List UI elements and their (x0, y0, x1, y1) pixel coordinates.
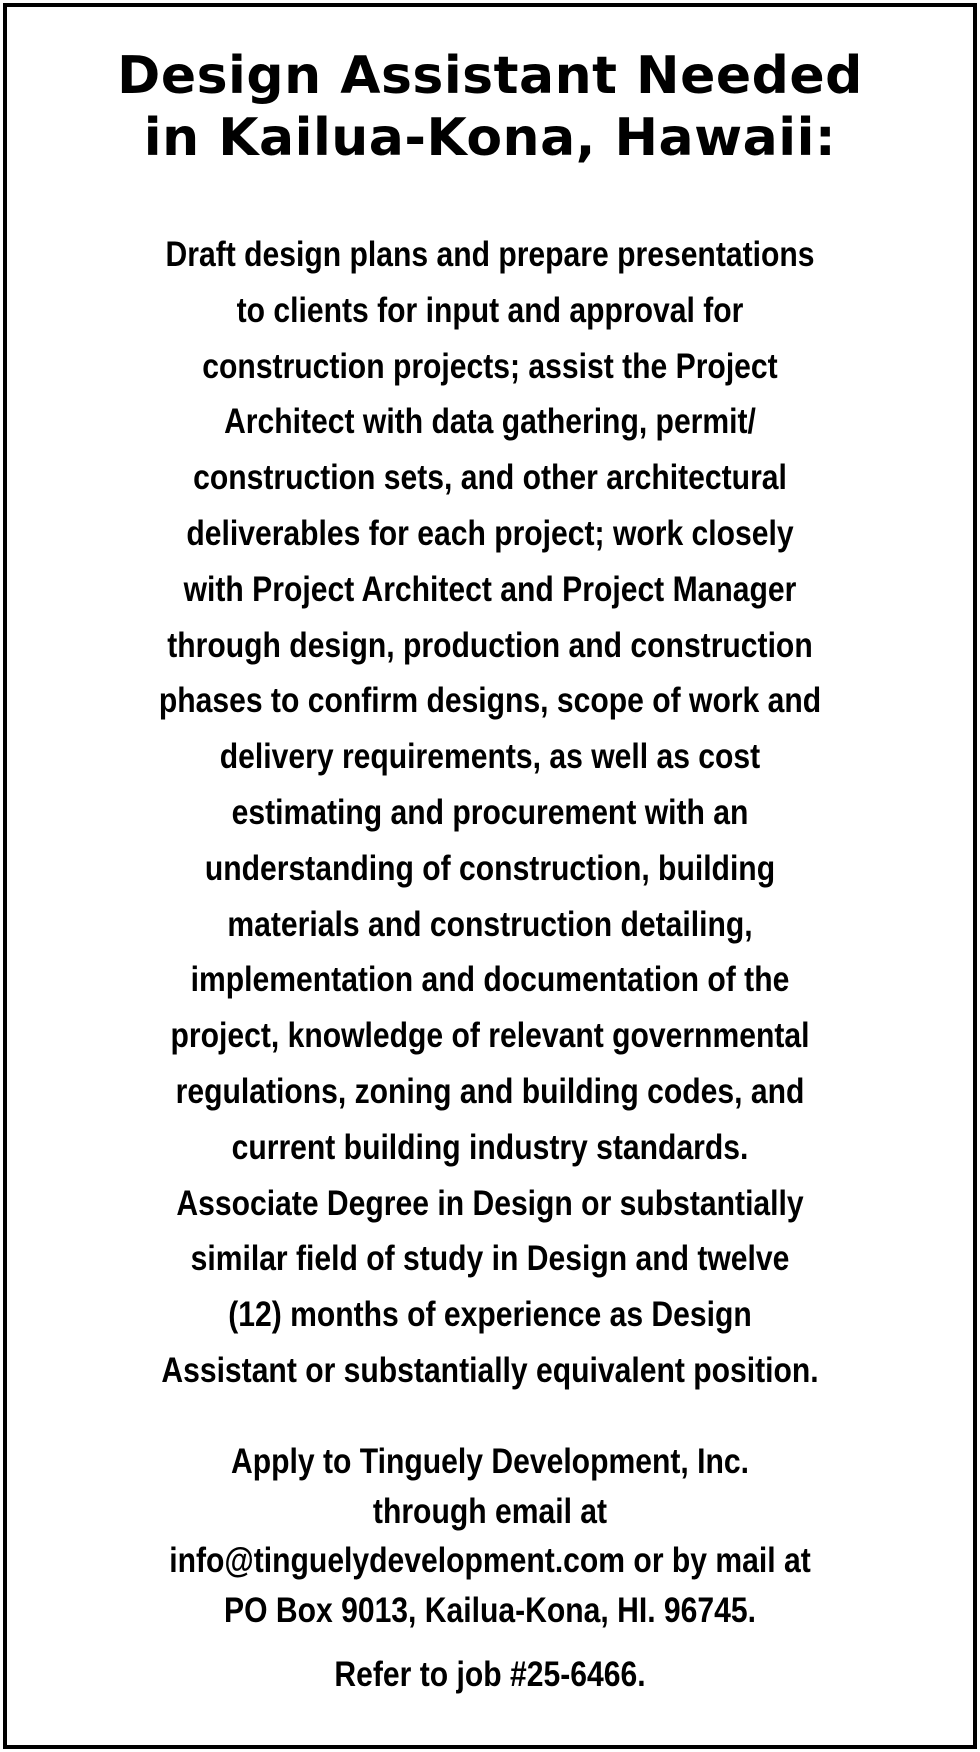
description-line: construction sets, and other architectural (193, 458, 787, 498)
description-line: construction projects; assist the Project (202, 346, 778, 386)
description-line: to clients for input and approval for (236, 290, 744, 330)
apply-line: Apply to Tinguely Development, Inc. (231, 1442, 749, 1481)
description-line: similar field of study in Design and twelve (190, 1239, 790, 1279)
description-line: current building industry standards. (231, 1127, 749, 1167)
description-line: estimating and procurement with an (231, 792, 749, 832)
description-line: with Project Architect and Project Manager (183, 569, 797, 609)
apply-line: through email at (372, 1491, 608, 1531)
description-line: Draft design plans and prepare presentations (165, 235, 815, 274)
description-line: through design, production and construction (167, 625, 813, 665)
job-reference: Refer to job #25-6466. (334, 1655, 646, 1694)
headline-line: in Kailua-Kona, Hawaii: (143, 108, 837, 168)
description-line: materials and construction detailing, (227, 904, 753, 944)
description-line: regulations, zoning and building codes, and (175, 1071, 805, 1111)
job-description (75, 227, 906, 1399)
description-line: phases to confirm designs, scope of work and (158, 681, 822, 721)
description-line: Associate Degree in Design or substantially (176, 1183, 804, 1223)
description-line: Architect with data gathering, permit/ (224, 402, 756, 442)
description-line: implementation and documentation of the (190, 960, 790, 1000)
description-line: (12) months of experience as Design (228, 1295, 752, 1335)
description-line: delivery requirements, as well as cost (219, 737, 761, 777)
job-ad-frame (3, 3, 977, 1749)
description-line: Assistant or substantially equivalent position. (161, 1350, 819, 1390)
description-line: understanding of construction, building (204, 848, 776, 888)
description-line: deliverables for each project; work closely (186, 513, 794, 553)
apply-address-line: PO Box 9013, Kailua-Kona, HI. 96745. (224, 1590, 756, 1630)
description-line: project, knowledge of relevant governmental (170, 1016, 810, 1056)
headline-line: Design Assistant Needed (117, 46, 863, 106)
application-instructions (75, 1437, 906, 1635)
apply-email-line: info@tinguelydevelopment.com or by mail at (169, 1541, 811, 1580)
ad-headline (7, 45, 973, 169)
